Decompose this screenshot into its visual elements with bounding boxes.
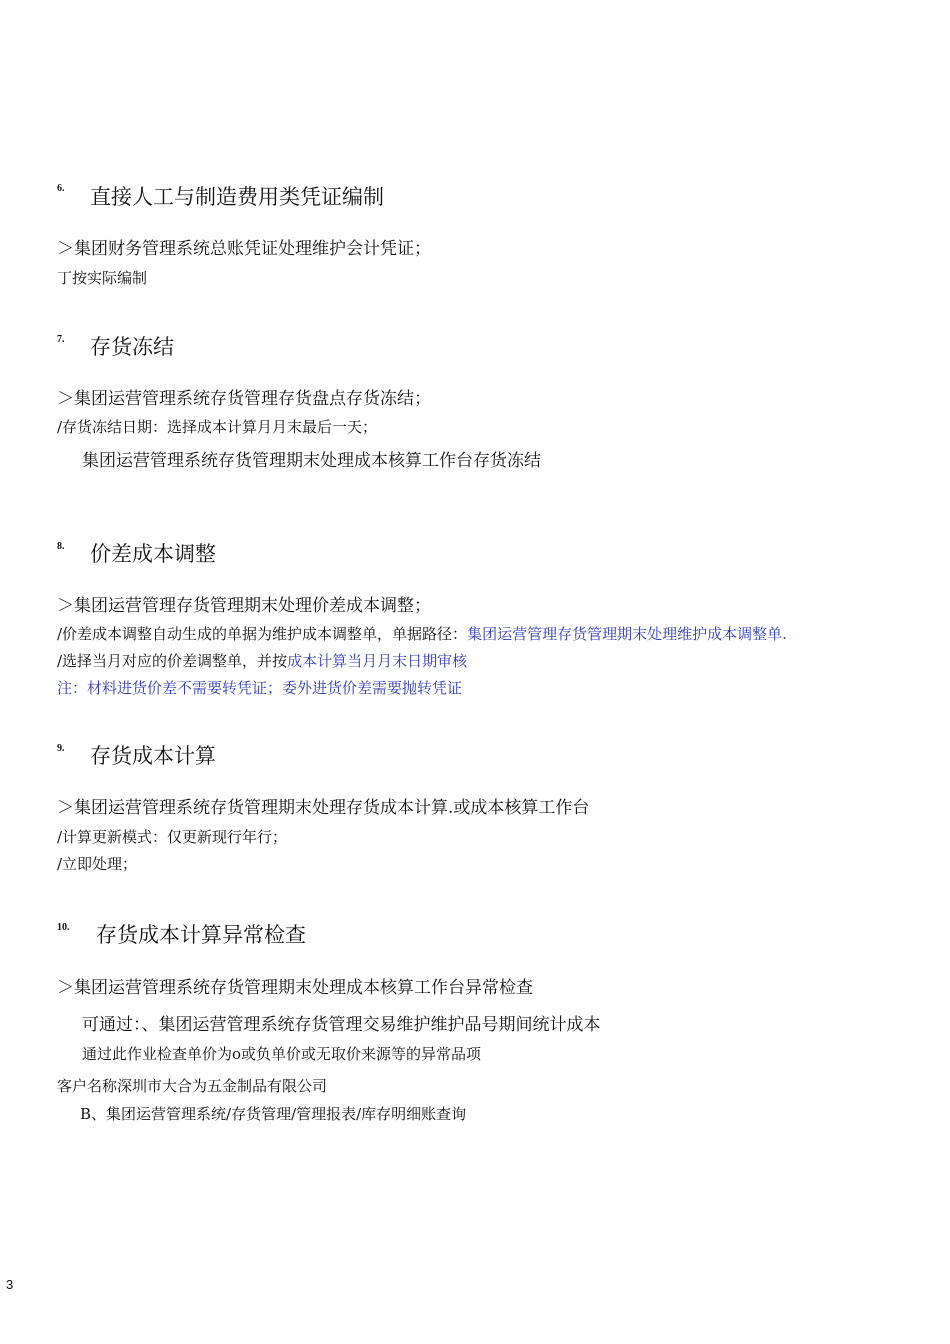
section-6-title: 直接人工与制造费用类凭证编制 [90, 185, 384, 209]
section-8-line-3 [57, 650, 467, 671]
section-7-line-2: /存货冻结日期：选择成本计算月月末最后一天； [57, 418, 378, 436]
section-7-line-3: 集团运营管理系统存货管理期末处理成本核算工作台存货冻结 [82, 451, 541, 471]
section-8-note: 注：材料进货价差不需要转凭证；委外进货价差需要抛转凭证 [57, 679, 463, 697]
section-6-line-1: ＞集团财务管理系统总账凭证处理维护会计凭证； [57, 239, 431, 259]
document-path-link: 集团运营管理存货管理期末处理维护成本调整单. [467, 625, 787, 643]
section-8-number: 8. [57, 541, 65, 552]
section-10-line-5: B、集团运营管理系统/存货管理/管理报表/库存明细账查询 [80, 1105, 467, 1123]
section-8-line-3-text: /选择当月对应的价差调整单，并按 [57, 652, 288, 670]
section-7-line-1: ＞集团运营管理系统存货管理存货盘点存货冻结； [57, 389, 431, 409]
section-10-number: 10. [57, 922, 70, 933]
section-8-line-1: ＞集团运营管理存货管理期末处理价差成本调整； [57, 596, 431, 616]
section-7-title: 存货冻结 [90, 335, 174, 359]
section-9-line-2: /计算更新模式：仅更新现行年行； [57, 828, 288, 846]
section-9-line-1: ＞集团运营管理系统存货管理期末处理存货成本计算.或成本核算工作台 [57, 798, 590, 818]
section-10-line-3: 通过此作业检查单价为o或负单价或无取价来源等的异常品项 [82, 1045, 482, 1063]
section-6-line-2: 丁按实际编制 [57, 269, 148, 287]
section-8-line-2-text: /价差成本调整自动生成的单据为维护成本调整单，单据路径： [57, 625, 468, 643]
section-9-title: 存货成本计算 [90, 744, 216, 768]
section-10-line-2: 可通过：、集团运营管理系统存货管理交易维护维护品号期间统计成本 [82, 1015, 601, 1035]
section-7-number: 7. [57, 334, 65, 345]
section-6-number: 6. [57, 183, 65, 194]
section-10-line-1: ＞集团运营管理系统存货管理期末处理成本核算工作台异常检查 [57, 978, 533, 998]
section-9-line-3: /立即处理； [57, 855, 138, 873]
section-8-title: 价差成本调整 [90, 542, 216, 566]
page-number: 3 [6, 1277, 14, 1292]
section-10-title: 存货成本计算异常检查 [96, 923, 306, 947]
section-8-line-3-blue: 成本计算当月月末日期审核 [287, 652, 468, 670]
section-9-number: 9. [57, 743, 65, 754]
section-10-line-4: 客户名称深圳市大合为五金制品有限公司 [57, 1077, 328, 1095]
section-8-line-2 [57, 623, 787, 644]
